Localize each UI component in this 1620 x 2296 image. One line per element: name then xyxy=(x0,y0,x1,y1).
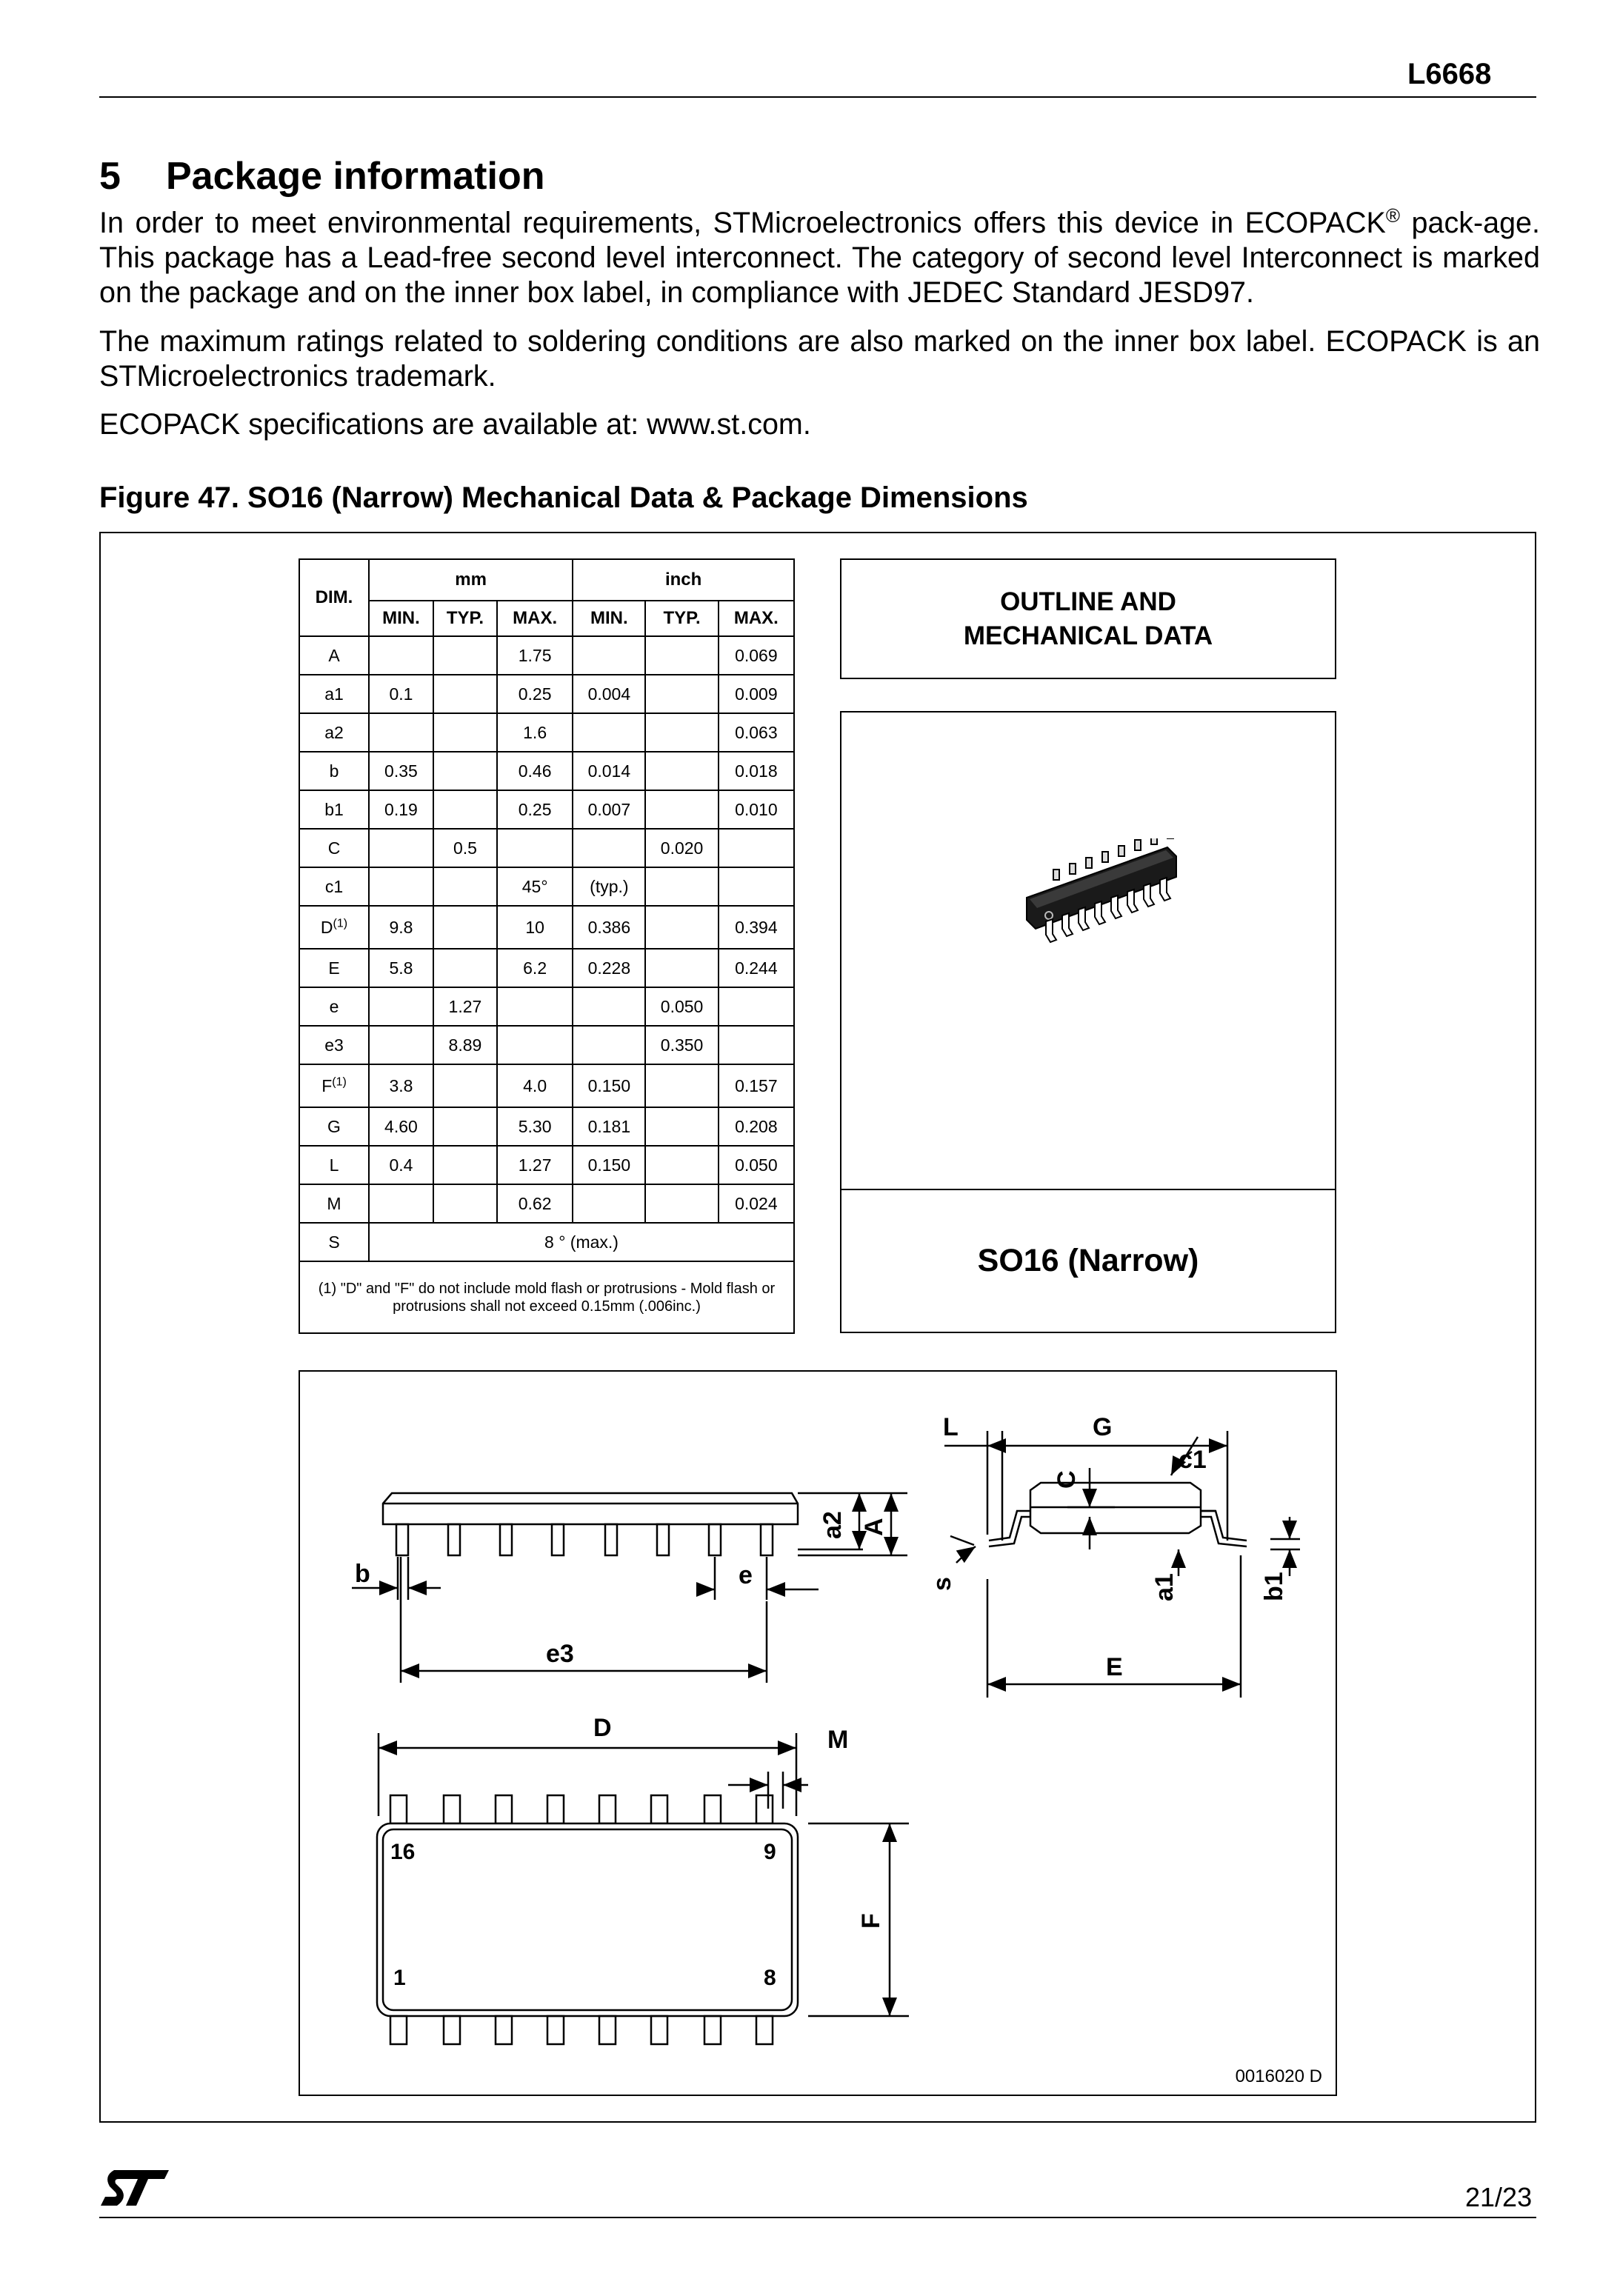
value-cell: 0.024 xyxy=(719,1184,794,1223)
value-cell: 0.208 xyxy=(719,1107,794,1146)
table-footnote: (1) "D" and "F" do not include mold flash or protrusions - Mold flash or protrusions shall not exceed 0.15mm (.006inc.) xyxy=(299,1261,794,1333)
value-cell: 0.25 xyxy=(497,675,573,713)
table-row xyxy=(299,867,794,906)
dim-symbol: b1 xyxy=(324,799,344,819)
value-cell: 6.2 xyxy=(497,949,573,987)
value-cell: (typ.) xyxy=(573,867,645,906)
value-cell xyxy=(645,752,718,790)
value-cell: 0.014 xyxy=(573,752,645,790)
value-cell: 0.009 xyxy=(719,675,794,713)
value-cell xyxy=(497,987,573,1026)
ratings-paragraph: The maximum ratings related to soldering conditions are also marked on the inner box label. ECOPACK is an STMicroelectronics trademark. xyxy=(99,325,1540,393)
value-cell xyxy=(433,906,497,949)
value-cell: 0.35 xyxy=(369,752,433,790)
dim-cell xyxy=(299,906,369,949)
dimension-table xyxy=(299,558,795,1334)
value-cell xyxy=(719,987,794,1026)
value-cell xyxy=(719,867,794,906)
drawing-code: 0016020 D xyxy=(1235,2066,1322,2086)
value-cell xyxy=(433,867,497,906)
value-cell: 0.4 xyxy=(369,1146,433,1184)
value-cell xyxy=(719,1026,794,1064)
value-cell xyxy=(645,790,718,829)
value-cell xyxy=(433,636,497,675)
dim-cell xyxy=(299,829,369,867)
page-number: 21/23 xyxy=(1465,2182,1533,2212)
mm-header: mm xyxy=(369,559,573,601)
value-cell xyxy=(645,949,718,987)
value-cell xyxy=(497,1026,573,1064)
section-title: Package information xyxy=(166,155,545,198)
pin-9-label: 9 xyxy=(764,1840,776,1864)
dim-symbol: e3 xyxy=(324,1035,344,1055)
table-row-s xyxy=(299,1223,794,1261)
value-cell xyxy=(433,713,497,752)
table-row xyxy=(299,829,794,867)
value-cell xyxy=(645,636,718,675)
value-cell xyxy=(573,713,645,752)
pin-16-label: 16 xyxy=(390,1840,416,1864)
value-cell: 5.30 xyxy=(497,1107,573,1146)
value-cell xyxy=(433,1107,497,1146)
value-cell: 9.8 xyxy=(369,906,433,949)
label-b: b xyxy=(355,1560,370,1588)
intro-paragraph xyxy=(99,206,1540,310)
value-cell: 0.007 xyxy=(573,790,645,829)
value-cell xyxy=(573,829,645,867)
label-e3: e3 xyxy=(546,1640,574,1668)
mechanical-drawing xyxy=(299,1370,1337,2096)
label-D: D xyxy=(593,1714,612,1742)
value-cell: 4.60 xyxy=(369,1107,433,1146)
table-row xyxy=(299,949,794,987)
dim-symbol: L xyxy=(329,1155,339,1175)
value-cell xyxy=(573,636,645,675)
value-cell xyxy=(433,1184,497,1223)
chip-illustration xyxy=(982,838,1204,1001)
value-cell xyxy=(369,987,433,1026)
value-cell: 5.8 xyxy=(369,949,433,987)
value-cell xyxy=(645,675,718,713)
figure-caption: Figure 47. SO16 (Narrow) Mechanical Data & Package Dimensions xyxy=(99,481,1028,514)
registered-mark: ® xyxy=(1385,204,1400,227)
table-row xyxy=(299,1146,794,1184)
value-cell xyxy=(645,906,718,949)
value-cell: 0.5 xyxy=(433,829,497,867)
dim-symbol: a2 xyxy=(324,722,344,742)
table-row xyxy=(299,987,794,1026)
package-image-box xyxy=(840,711,1336,1333)
value-cell: 8.89 xyxy=(433,1026,497,1064)
dim-symbol: F xyxy=(321,1075,333,1095)
inch-header: inch xyxy=(573,559,794,601)
value-cell: 3.8 xyxy=(369,1064,433,1107)
dim-symbol: G xyxy=(327,1116,341,1136)
value-cell: 0.004 xyxy=(573,675,645,713)
label-b1: b1 xyxy=(1260,1572,1288,1601)
section-number: 5 xyxy=(99,155,121,198)
value-cell: 0.244 xyxy=(719,949,794,987)
outline-title-line1: OUTLINE AND xyxy=(1000,587,1176,616)
document-id: L6668 xyxy=(1407,58,1492,90)
table-row xyxy=(299,675,794,713)
table-row xyxy=(299,790,794,829)
dim-symbol: D xyxy=(320,917,333,937)
dim-symbol: b xyxy=(329,761,339,781)
label-G: G xyxy=(1093,1413,1113,1441)
value-cell: 1.6 xyxy=(497,713,573,752)
footer-rule xyxy=(99,2217,1536,2218)
dim-cell xyxy=(299,790,369,829)
label-M: M xyxy=(827,1726,849,1754)
dim-cell xyxy=(299,752,369,790)
value-cell xyxy=(433,752,497,790)
value-cell xyxy=(433,1146,497,1184)
dim-cell xyxy=(299,1184,369,1223)
dim-symbol: c1 xyxy=(324,876,344,896)
dim-cell xyxy=(299,1146,369,1184)
value-cell xyxy=(645,1064,718,1107)
table-row xyxy=(299,1184,794,1223)
value-cell xyxy=(433,675,497,713)
value-cell xyxy=(573,1184,645,1223)
value-cell: 0.386 xyxy=(573,906,645,949)
intro-text-b: pack-age. This package has a Lead-free second level interconnect. The category of second level Interconnect is marked on the package and on the inner box label, in compliance with JEDEC Standard JESD97. xyxy=(99,207,1540,309)
dim-cell xyxy=(299,1107,369,1146)
value-cell: 0.020 xyxy=(645,829,718,867)
outline-title-line2: MECHANICAL DATA xyxy=(963,621,1213,650)
value-cell: 0.150 xyxy=(573,1064,645,1107)
value-cell xyxy=(645,713,718,752)
table-row xyxy=(299,1064,794,1107)
sub-header: TYP. xyxy=(645,601,718,636)
dim-cell xyxy=(299,987,369,1026)
value-cell xyxy=(573,987,645,1026)
label-e: e xyxy=(739,1561,753,1589)
value-cell xyxy=(369,1026,433,1064)
dim-cell: S xyxy=(299,1223,369,1261)
dim-cell xyxy=(299,949,369,987)
sub-header: MIN. xyxy=(369,601,433,636)
label-A: A xyxy=(860,1518,888,1536)
value-cell: 1.75 xyxy=(497,636,573,675)
value-cell: 45° xyxy=(497,867,573,906)
value-cell: 0.018 xyxy=(719,752,794,790)
value-cell: 0.228 xyxy=(573,949,645,987)
dim-symbol: C xyxy=(327,838,341,858)
label-s: s xyxy=(928,1577,956,1591)
label-F: F xyxy=(857,1913,885,1929)
value-cell: 0.181 xyxy=(573,1107,645,1146)
value-cell xyxy=(369,636,433,675)
value-cell: 4.0 xyxy=(497,1064,573,1107)
sub-header: MIN. xyxy=(573,601,645,636)
intro-text-a: In order to meet environmental requirements, STMicroelectronics offers this device in ECOPACK xyxy=(99,207,1386,239)
dim-cell xyxy=(299,675,369,713)
value-cell xyxy=(369,713,433,752)
package-name: SO16 (Narrow) xyxy=(977,1242,1199,1278)
value-cell: 0.19 xyxy=(369,790,433,829)
label-E: E xyxy=(1106,1653,1123,1681)
top-view-leads-top xyxy=(390,1795,773,1823)
section-heading xyxy=(99,154,544,198)
dim-header: DIM. xyxy=(299,559,369,636)
dim-cell xyxy=(299,867,369,906)
side-view-body xyxy=(383,1493,798,1524)
value-cell xyxy=(369,867,433,906)
outline-title-box xyxy=(840,558,1336,679)
value-cell xyxy=(573,1026,645,1064)
dim-cell xyxy=(299,1026,369,1064)
value-cell xyxy=(719,829,794,867)
table-row xyxy=(299,906,794,949)
top-view-body xyxy=(377,1823,798,2016)
value-cell: 0.25 xyxy=(497,790,573,829)
table-row xyxy=(299,1026,794,1064)
value-cell: 0.62 xyxy=(497,1184,573,1223)
side-view-leads xyxy=(396,1524,773,1555)
sub-header: TYP. xyxy=(433,601,497,636)
footnote-ref: (1) xyxy=(332,1075,347,1088)
value-cell: 0.46 xyxy=(497,752,573,790)
pin-8-label: 8 xyxy=(764,1966,776,1990)
value-cell: 0.350 xyxy=(645,1026,718,1064)
end-view-body xyxy=(989,1483,1247,1546)
value-cell xyxy=(433,790,497,829)
label-L: L xyxy=(943,1413,959,1441)
specs-paragraph: ECOPACK specifications are available at: www.st.com. xyxy=(99,408,811,441)
value-cell xyxy=(645,867,718,906)
value-cell: 0.394 xyxy=(719,906,794,949)
label-a1: a1 xyxy=(1150,1573,1179,1601)
value-cell: 0.050 xyxy=(645,987,718,1026)
value-cell: 0.1 xyxy=(369,675,433,713)
table-row xyxy=(299,636,794,675)
value-cell: 0.150 xyxy=(573,1146,645,1184)
table-row xyxy=(299,713,794,752)
value-cell xyxy=(645,1146,718,1184)
value-cell: 0.010 xyxy=(719,790,794,829)
dim-symbol: E xyxy=(328,958,340,978)
dim-symbol: A xyxy=(328,645,340,665)
table-row xyxy=(299,1107,794,1146)
value-cell: 1.27 xyxy=(433,987,497,1026)
dim-cell xyxy=(299,1064,369,1107)
dim-cell xyxy=(299,636,369,675)
label-C: C xyxy=(1053,1470,1081,1489)
st-logo-icon xyxy=(99,2169,170,2207)
header-rule xyxy=(99,96,1536,98)
pin-1-label: 1 xyxy=(393,1966,406,1990)
value-cell xyxy=(645,1107,718,1146)
value-cell xyxy=(497,829,573,867)
value-cell: 0.063 xyxy=(719,713,794,752)
value-cell: 0.069 xyxy=(719,636,794,675)
value-cell xyxy=(645,1184,718,1223)
value-cell: 10 xyxy=(497,906,573,949)
sub-header: MAX. xyxy=(497,601,573,636)
top-view-leads-bottom xyxy=(390,2016,773,2044)
label-c1: c1 xyxy=(1179,1446,1207,1474)
dim-symbol: a1 xyxy=(324,684,344,704)
label-a2: a2 xyxy=(819,1511,847,1539)
value-cell xyxy=(369,829,433,867)
value-cell xyxy=(369,1184,433,1223)
value-cell: 1.27 xyxy=(497,1146,573,1184)
dim-cell xyxy=(299,713,369,752)
value-cell xyxy=(433,1064,497,1107)
value-cell: 0.157 xyxy=(719,1064,794,1107)
value-cell: 0.050 xyxy=(719,1146,794,1184)
value-cell: 8 ° (max.) xyxy=(369,1223,794,1261)
table-row xyxy=(299,752,794,790)
value-cell xyxy=(433,949,497,987)
dim-symbol: M xyxy=(327,1193,341,1213)
dim-symbol: e xyxy=(329,996,339,1016)
sub-header: MAX. xyxy=(719,601,794,636)
footnote-ref: (1) xyxy=(333,916,348,930)
